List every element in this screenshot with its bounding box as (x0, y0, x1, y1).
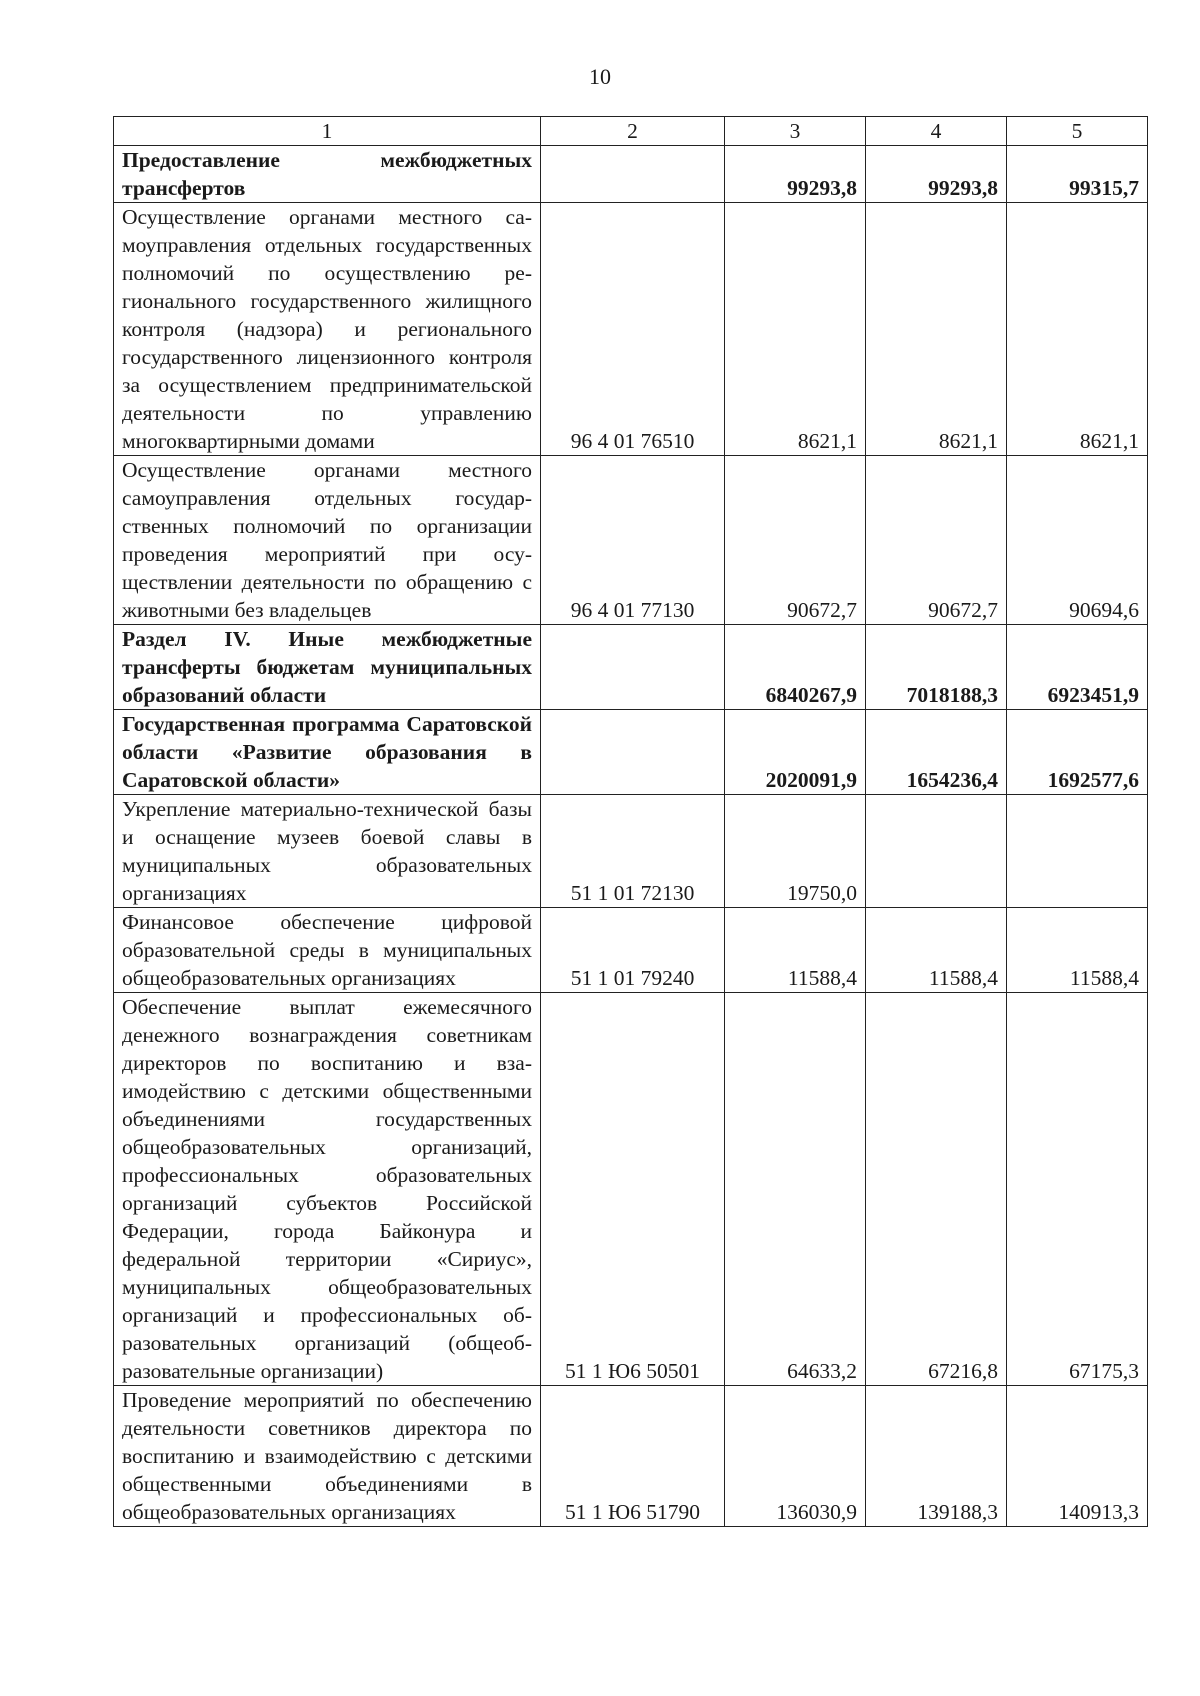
column-header-3: 3 (725, 117, 866, 146)
row-code: 51 1 Ю6 51790 (541, 1386, 725, 1527)
column-header-5: 5 (1007, 117, 1148, 146)
row-value-col3: 6840267,9 (725, 625, 866, 710)
row-name: Государственная программа Саратовской области «Развитие образования в Саратовской области» (114, 710, 541, 795)
row-code: 96 4 01 76510 (541, 203, 725, 456)
row-code: 51 1 Ю6 50501 (541, 993, 725, 1386)
row-code (541, 710, 725, 795)
table-body (114, 146, 1148, 1527)
row-value-col4: 11588,4 (866, 908, 1007, 993)
row-name: Раздел IV. Иные межбюджетные трансферты бюджетам муниципальных образований области (114, 625, 541, 710)
table-row (114, 1386, 1148, 1527)
row-value-col5: 8621,1 (1007, 203, 1148, 456)
row-code (541, 625, 725, 710)
row-name: Укрепление материально-технической базы и оснащение музеев боевой славы в муниципальных образовательных организациях (114, 795, 541, 908)
budget-table (113, 116, 1148, 1527)
row-code: 51 1 01 79240 (541, 908, 725, 993)
row-value-col5: 11588,4 (1007, 908, 1148, 993)
row-value-col5: 1692577,6 (1007, 710, 1148, 795)
row-name: Обеспечение выплат ежемесячного денежного вознаграждения советникам директоров по воспитанию и взаимодействию с детскими общественными объединениями государственных общеобразовательных организаций, профессиональных образовательных организаций субъектов Российской Федерации, города Байконура и федеральной территории «Сириус», муниципальных общеобразовательных организаций и профессиональных образовательных организаций (общеобразовательные организации) (114, 993, 541, 1386)
row-value-col5: 99315,7 (1007, 146, 1148, 203)
table-row (114, 625, 1148, 710)
row-value-col5: 140913,3 (1007, 1386, 1148, 1527)
row-name: Проведение мероприятий по обеспечению деятельности советников директора по воспитанию и взаимодействию с детскими общественными объединениями в общеобразовательных организациях (114, 1386, 541, 1527)
row-code: 96 4 01 77130 (541, 456, 725, 625)
row-value-col3: 11588,4 (725, 908, 866, 993)
column-header-1: 1 (114, 117, 541, 146)
row-name: Осуществление органами местного самоуправления отдельных государственных полномочий по организации проведения мероприятий при осуществлении деятельности по обращению с животными без владельцев (114, 456, 541, 625)
table-row (114, 795, 1148, 908)
row-value-col3: 2020091,9 (725, 710, 866, 795)
row-value-col3: 136030,9 (725, 1386, 866, 1527)
row-name: Предоставление межбюджетных трансфертов (114, 146, 541, 203)
row-value-col3: 8621,1 (725, 203, 866, 456)
row-value-col3: 64633,2 (725, 993, 866, 1386)
table-row (114, 908, 1148, 993)
column-header-4: 4 (866, 117, 1007, 146)
row-value-col4: 7018188,3 (866, 625, 1007, 710)
row-value-col3: 19750,0 (725, 795, 866, 908)
table-row (114, 146, 1148, 203)
page-number: 10 (589, 64, 611, 89)
table-header-row (114, 117, 1148, 146)
row-value-col3: 99293,8 (725, 146, 866, 203)
row-value-col3: 90672,7 (725, 456, 866, 625)
column-header-2: 2 (541, 117, 725, 146)
row-value-col4: 139188,3 (866, 1386, 1007, 1527)
row-value-col5: 6923451,9 (1007, 625, 1148, 710)
row-value-col4 (866, 795, 1007, 908)
table-row (114, 203, 1148, 456)
row-value-col4: 8621,1 (866, 203, 1007, 456)
row-code: 51 1 01 72130 (541, 795, 725, 908)
row-value-col4: 1654236,4 (866, 710, 1007, 795)
table-row (114, 456, 1148, 625)
row-value-col4: 67216,8 (866, 993, 1007, 1386)
table-row (114, 710, 1148, 795)
row-value-col5: 90694,6 (1007, 456, 1148, 625)
row-value-col4: 90672,7 (866, 456, 1007, 625)
row-name: Финансовое обеспечение цифровой образовательной среды в муниципальных общеобразовательных организациях (114, 908, 541, 993)
row-value-col4: 99293,8 (866, 146, 1007, 203)
row-name: Осуществление органами местного самоуправления отдельных государственных полномочий по осуществлению регионального государственного жилищного контроля (надзора) и регионального государственного лицензионного контроля за осуществлением предпринимательской деятельности по управлению многоквартирными домами (114, 203, 541, 456)
table-row (114, 993, 1148, 1386)
row-code (541, 146, 725, 203)
row-value-col5: 67175,3 (1007, 993, 1148, 1386)
row-value-col5 (1007, 795, 1148, 908)
